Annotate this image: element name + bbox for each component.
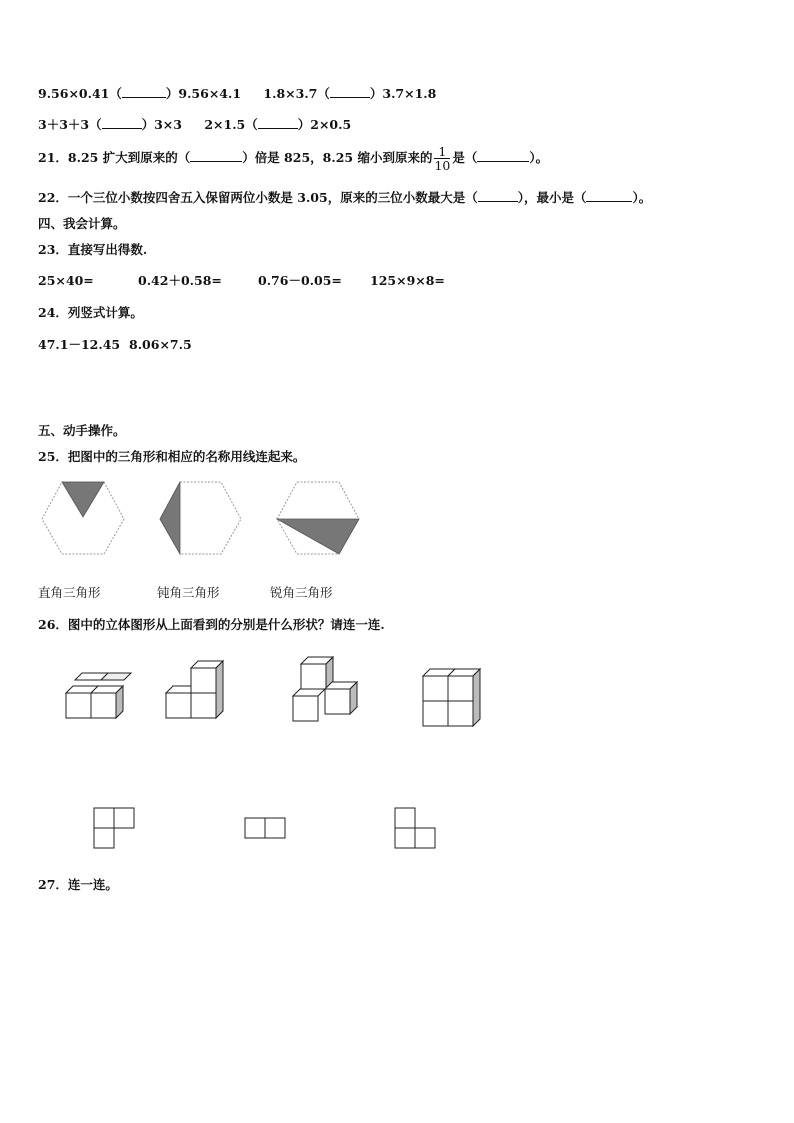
cube-figure-4 bbox=[423, 669, 480, 726]
vertical-calc-item: 8.06×7.5 bbox=[129, 337, 192, 352]
compare-1b: ）9.56×4.1 bbox=[165, 86, 242, 101]
calc-item: 125×9×8= bbox=[370, 273, 445, 288]
fraction bbox=[434, 145, 450, 172]
compare-2c: 2×1.5（ bbox=[204, 117, 258, 132]
question-24-title: 24．列竖式计算。 bbox=[38, 305, 143, 320]
question-26-title: 26．图中的立体图形从上面看到的分别是什么形状？请连一连. bbox=[38, 617, 385, 632]
top-view-1 bbox=[94, 808, 134, 848]
q21-text-c: 是（ bbox=[452, 150, 478, 165]
cube-figure-3 bbox=[293, 657, 357, 721]
cube-figure-2 bbox=[166, 661, 223, 718]
q22-text-b: ），最小是（ bbox=[517, 190, 587, 205]
compare-1c: 1.8×3.7（ bbox=[263, 86, 330, 101]
q21-text-a: 21．8.25 扩大到原来的（ bbox=[38, 150, 191, 165]
top-view-2 bbox=[245, 818, 285, 838]
fraction-denominator: 10 bbox=[434, 158, 451, 173]
label-right-triangle: 直角三角形 bbox=[38, 585, 101, 600]
answer-blank[interactable] bbox=[478, 191, 518, 202]
calc-item: 0.76－0.05= bbox=[258, 273, 342, 288]
top-views bbox=[0, 800, 794, 860]
answer-blank[interactable] bbox=[477, 151, 529, 162]
answer-blank[interactable] bbox=[330, 87, 370, 98]
question-22 bbox=[38, 188, 651, 206]
question-24-items bbox=[38, 335, 192, 353]
calc-item: 0.42＋0.58= bbox=[138, 273, 222, 288]
answer-blank[interactable] bbox=[190, 151, 242, 162]
compare-1a: 9.56×0.41（ bbox=[38, 86, 122, 101]
fraction-numerator: 1 bbox=[434, 145, 450, 159]
hexagon-3 bbox=[277, 482, 359, 554]
question-25-title: 25．把图中的三角形和相应的名称用线连起来。 bbox=[38, 449, 306, 464]
q21-text-b: ）倍是 825，8.25 缩小到原来的 bbox=[242, 150, 433, 165]
top-view-3 bbox=[395, 808, 435, 848]
compare-1d: ）3.7×1.8 bbox=[369, 86, 437, 101]
answer-blank[interactable] bbox=[102, 118, 142, 129]
q22-text-a: 22．一个三位小数按四舍五入保留两位小数是 3.05，原来的三位小数最大是（ bbox=[38, 190, 478, 205]
question-23-items bbox=[38, 271, 445, 289]
question-21 bbox=[38, 145, 548, 172]
answer-blank[interactable] bbox=[258, 118, 298, 129]
section-heading-5: 五、动手操作。 bbox=[38, 423, 126, 438]
calc-item: 25×40= bbox=[38, 273, 94, 288]
hexagon-1 bbox=[42, 482, 124, 554]
vertical-calc-item: 47.1－12.45 bbox=[38, 337, 121, 352]
compare-row-2 bbox=[38, 115, 351, 133]
question-23-title: 23．直接写出得数. bbox=[38, 242, 148, 257]
answer-blank[interactable] bbox=[586, 191, 632, 202]
compare-row-1 bbox=[38, 84, 436, 102]
answer-blank[interactable] bbox=[122, 87, 166, 98]
compare-2a: 3＋3＋3（ bbox=[38, 117, 102, 132]
cube-figures bbox=[0, 650, 794, 740]
compare-2d: ）2×0.5 bbox=[297, 117, 352, 132]
cube-figure-1 bbox=[66, 673, 131, 718]
q22-text-c: ）。 bbox=[632, 190, 652, 205]
q21-text-d: ）。 bbox=[529, 150, 549, 165]
shaded-triangle bbox=[160, 482, 180, 554]
label-acute-triangle: 锐角三角形 bbox=[270, 585, 333, 600]
section-heading-4: 四、我会计算。 bbox=[38, 216, 126, 231]
question-27-title: 27．连一连。 bbox=[38, 877, 118, 892]
hexagon-2 bbox=[160, 482, 241, 554]
hexagon-figures bbox=[0, 482, 794, 562]
shaded-triangle bbox=[62, 482, 104, 517]
compare-2b: ）3×3 bbox=[141, 117, 182, 132]
label-obtuse-triangle: 钝角三角形 bbox=[157, 585, 220, 600]
shaded-triangle bbox=[277, 519, 359, 554]
